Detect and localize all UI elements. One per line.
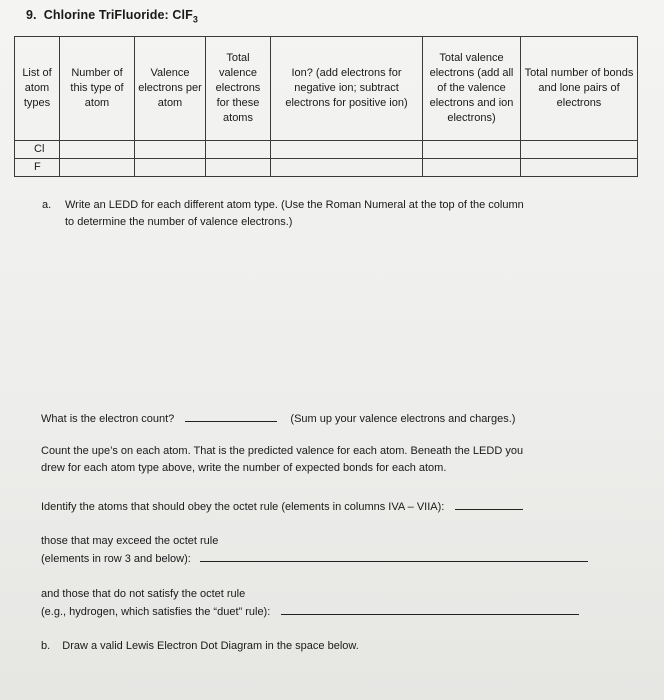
part-b-line: [41, 638, 359, 655]
electron-count-blank[interactable]: [185, 410, 277, 422]
atom-type-cell: Cl: [15, 141, 60, 159]
table-header-row: [15, 37, 638, 141]
column-header: List of atom types: [15, 37, 60, 141]
column-header: Ion? (add electrons for negative ion; subtract electrons for positive ion): [271, 37, 423, 141]
answer-cell[interactable]: [271, 159, 423, 177]
answer-cell[interactable]: [60, 159, 135, 177]
octet-not-satisfy-line: and those that do not satisfy the octet rule: [41, 588, 246, 600]
column-header: Total valence electrons for these atoms: [206, 37, 271, 141]
table-row: [15, 159, 638, 177]
column-header: Number of this type of atom: [60, 37, 135, 141]
count-upes-line: drew for each atom type above, write the number of expected bonds for each atom.: [41, 462, 447, 474]
column-header: Total number of bonds and lone pairs of electrons: [521, 37, 638, 141]
part-a-line: to determine the number of valence electrons.): [65, 216, 293, 228]
octet-identify-blank[interactable]: [455, 498, 523, 510]
answer-cell[interactable]: [60, 141, 135, 159]
answer-cell[interactable]: [206, 159, 271, 177]
answer-cell[interactable]: [135, 141, 206, 159]
octet-identify-text: Identify the atoms that should obey the octet rule (elements in columns IVA – VIIA):: [41, 501, 445, 513]
octet-exceed-blank[interactable]: [200, 550, 588, 562]
valence-electron-table: [14, 36, 638, 177]
answer-cell[interactable]: [206, 141, 271, 159]
octet-not-satisfy-blank[interactable]: [281, 603, 579, 615]
answer-cell[interactable]: [521, 141, 638, 159]
question-title: [26, 8, 198, 25]
octet-exceed-block: [41, 533, 641, 568]
answer-cell[interactable]: [423, 159, 521, 177]
table-row: [15, 141, 638, 159]
column-header: Valence electrons per atom: [135, 37, 206, 141]
electron-count-question: What is the electron count?: [41, 413, 175, 425]
compound-name: Chlorine TriFluoride: ClF: [43, 8, 193, 22]
octet-not-satisfy-block: [41, 586, 641, 621]
part-b-instructions: Draw a valid Lewis Electron Dot Diagram in the space below.: [62, 640, 359, 652]
formula-subscript: 3: [192, 14, 198, 25]
column-header: Total valence electrons (add all of the valence electrons and ion electrons): [423, 37, 521, 141]
part-a-label: a.: [42, 199, 52, 211]
question-number: 9.: [26, 8, 37, 22]
count-upes-line: Count the upe’s on each atom. That is the predicted valence for each atom. Beneath the LEDD you: [41, 445, 524, 457]
octet-exceed-line: (elements in row 3 and below):: [41, 553, 191, 565]
part-b-label: b.: [41, 640, 51, 652]
answer-cell[interactable]: [135, 159, 206, 177]
octet-identify-line: [41, 498, 523, 516]
count-upes-instructions: [41, 443, 641, 477]
part-a-line: Write an LEDD for each different atom type. (Use the Roman Numeral at the top of the column: [65, 199, 524, 211]
octet-exceed-line: those that may exceed the octet rule: [41, 535, 219, 547]
part-a-instructions: [65, 197, 645, 231]
electron-count-line: [41, 410, 515, 428]
answer-cell[interactable]: [521, 159, 638, 177]
atom-type-cell: F: [15, 159, 60, 177]
octet-not-satisfy-line: (e.g., hydrogen, which satisfies the “duet” rule):: [41, 606, 271, 618]
answer-cell[interactable]: [423, 141, 521, 159]
electron-count-note: (Sum up your valence electrons and charges.): [290, 413, 516, 425]
answer-cell[interactable]: [271, 141, 423, 159]
